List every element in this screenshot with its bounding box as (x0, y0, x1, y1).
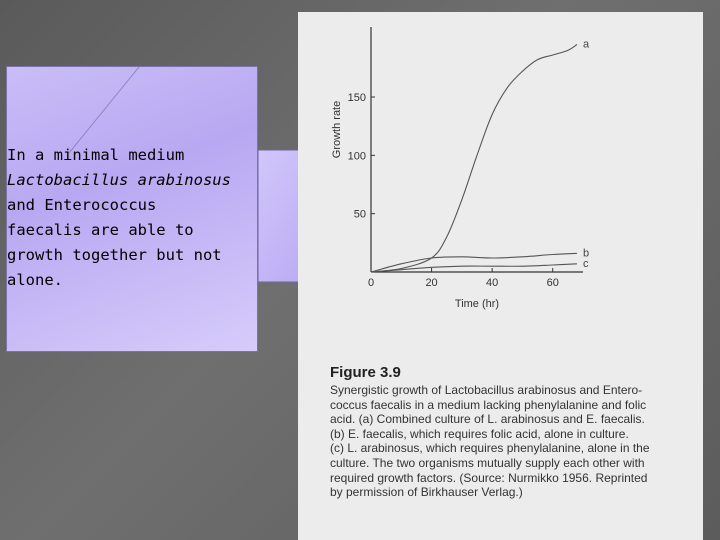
body-text (7, 143, 241, 293)
x-tick-label: 20 (425, 277, 438, 289)
text-line-4: faecalis are able to (7, 221, 194, 239)
x-tick-label: 60 (546, 277, 559, 289)
series-c-label: c (582, 257, 589, 270)
growth-chart (298, 12, 703, 352)
text-box (6, 66, 258, 352)
y-tick-label: 50 (353, 208, 366, 221)
text-line-3: and Enterococcus (7, 196, 157, 214)
series-a-label: a (582, 38, 590, 51)
y-axis-label: Growth rate (331, 100, 343, 159)
series-b-label: b (582, 247, 590, 260)
text-line-1: In a minimal medium (7, 146, 185, 164)
x-axis-label: Time (hr) (454, 298, 500, 310)
x-tick-label: 0 (367, 277, 375, 289)
text-line-5: growth together but not (7, 246, 222, 264)
figure-caption: Synergistic growth of Lactobacillus arabinosus and Entero- coccus faecalis in a medium lacking phenylalanine and folic acid. (a) Combined culture of L. arabinosus and E. faecalis. (b) E. faecalis, which requires folic acid, alone in culture. (c) L. arabinosus, which requires phenylalanine, alone in the culture. The two organisms mutually supply each other with required growth factors. (Source: Nurmikko 1956. Reprinted by permission of Birkhauser Verlag.) (330, 383, 650, 500)
figure-title: Figure 3.9 (330, 364, 401, 381)
figure-panel (298, 12, 703, 540)
series-a-line (371, 45, 577, 273)
y-tick-label: 150 (347, 92, 366, 104)
x-tick-label: 40 (486, 277, 499, 289)
text-line-2: Lactobacillus arabinosus (7, 171, 231, 189)
y-tick-label: 100 (347, 150, 366, 163)
text-line-6: alone. (7, 271, 63, 289)
